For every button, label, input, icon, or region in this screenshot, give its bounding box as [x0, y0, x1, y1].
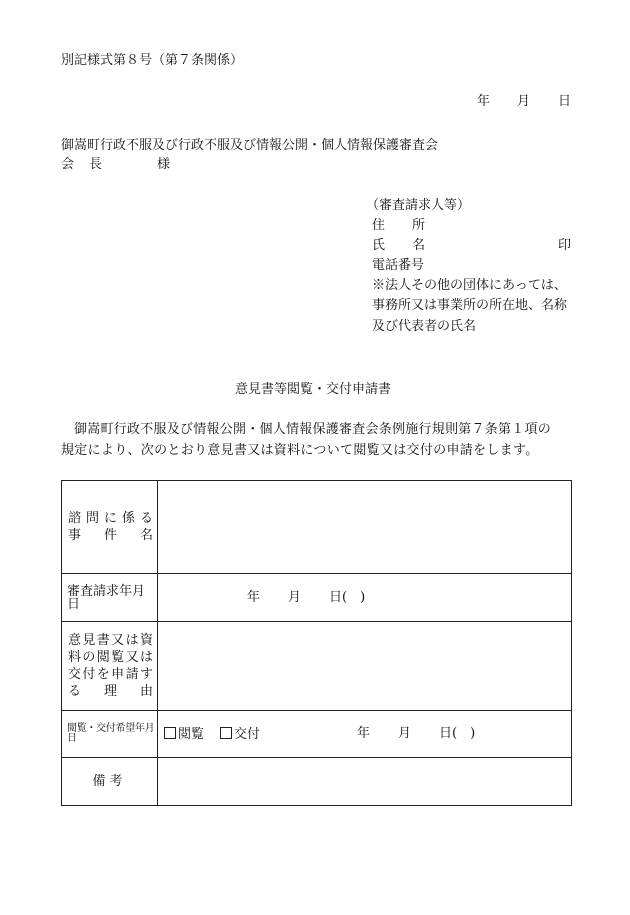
- date-day-label: 日: [558, 94, 572, 109]
- request-day-label: 日( ): [329, 589, 366, 605]
- addressee-line: [61, 158, 181, 172]
- desired-month-label: 月: [398, 726, 412, 741]
- desired-date-label: 閲覧・交付希望年月日: [62, 711, 158, 758]
- corporate-note-1: ※法人その他の団体にあっては、: [372, 278, 567, 293]
- seal-mark: 印: [558, 238, 572, 253]
- inquiry-matter-label: 諮 問 に 係 る 事 件 名: [62, 481, 158, 574]
- council-name: 御嵩町行政不服及び行政不服及び情報公開・個人情報保護審査会: [61, 138, 439, 153]
- phone-label: 電話番号: [372, 258, 425, 273]
- view-option[interactable]: [164, 727, 204, 741]
- address-char-1: 住: [372, 218, 386, 233]
- inquiry-matter-field[interactable]: [158, 481, 572, 574]
- copy-checkbox[interactable]: [220, 727, 232, 739]
- name-char-2: 名: [412, 238, 426, 253]
- chairman-char-1: 会: [61, 157, 75, 172]
- view-option-label: 閲覧: [178, 727, 205, 742]
- honorific: 様: [157, 157, 171, 172]
- requester-heading: （審査請求人等）: [366, 198, 471, 213]
- copy-option-label: 交付: [234, 727, 261, 742]
- request-year-label: 年: [247, 589, 261, 605]
- body-line-1: 御嵩町行政不服及び情報公開・個人情報保護審査会条例施行規則第７条第１項の: [74, 422, 552, 437]
- chairman-char-2: 長: [89, 157, 103, 172]
- request-date-label: 審査請求年月日: [62, 574, 158, 622]
- row-request-date: [62, 574, 572, 622]
- copy-option[interactable]: [220, 727, 260, 741]
- row-inquiry-matter: [62, 481, 572, 574]
- desired-year-label: 年: [357, 726, 371, 741]
- date-line: [0, 95, 630, 109]
- remarks-field[interactable]: [158, 758, 572, 806]
- date-year-label: 年: [477, 94, 491, 109]
- document-title: 意見書等閲覧・交付申請書: [235, 382, 392, 397]
- row-remarks: [62, 758, 572, 806]
- address-label: [372, 219, 428, 233]
- form-number: 別記様式第８号（第７条関係）: [61, 53, 244, 68]
- remarks-label: 備考: [62, 758, 158, 806]
- desired-date-field: [158, 711, 572, 758]
- application-form-table: [61, 480, 572, 806]
- name-char-1: 氏: [372, 238, 386, 253]
- request-date-field[interactable]: [158, 574, 572, 622]
- desired-day-label: 日( ): [439, 726, 476, 741]
- request-month-label: 月: [288, 589, 302, 605]
- corporate-note-2: 事務所又は事業所の所在地、名称: [372, 298, 568, 313]
- reason-field[interactable]: [158, 622, 572, 711]
- row-desired-date: [62, 711, 572, 758]
- date-month-label: 月: [517, 94, 531, 109]
- reason-label: 意 見 書 又 は 資 料 の 閲 覧 又 は 交 付 を 申 請 す る 理 由: [62, 622, 158, 711]
- address-char-2: 所: [412, 218, 426, 233]
- row-reason: [62, 622, 572, 711]
- corporate-note-3: 及び代表者の氏名: [372, 319, 477, 334]
- view-checkbox[interactable]: [164, 727, 176, 739]
- body-line-2: 規定により、次のとおり意見書又は資料について閲覧又は交付の申請をします。: [61, 443, 539, 458]
- name-line: [372, 239, 572, 253]
